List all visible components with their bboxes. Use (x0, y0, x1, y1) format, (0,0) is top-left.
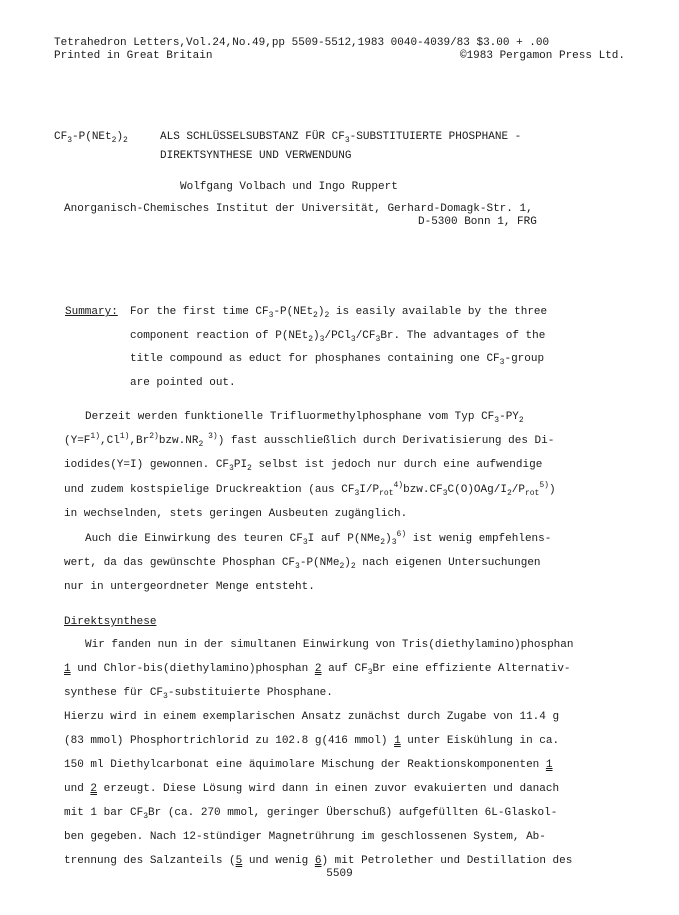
summary-line-1: For the first time $CF_3-P(NEt_2)_2$ is easily available by the three (130, 306, 548, 320)
section-p2-line-7: trennung des Salzanteils (5 und wenig 6) mit Petrolether und Destillation des (64, 855, 573, 867)
affiliation-line-2: D-5300 Bonn 1, FRG (418, 216, 537, 228)
page-number: 5509 (326, 868, 353, 880)
intro-p1-line-5: in wechselnden, stets geringen Ausbeuten zugänglich. (64, 508, 408, 520)
intro-p2-line-2: wert, da das gewünschte Phosphan $CF_3-P(NMe_2)_2$ nach eigenen Untersuchungen (64, 557, 541, 571)
summary-line-4: are pointed out. (130, 377, 236, 389)
title-line-2: DIREKTSYNTHESE UND VERWENDUNG (160, 150, 352, 162)
authors: Wolfgang Volbach und Ingo Ruppert (180, 181, 398, 193)
section-p1-line-1: Wir fanden nun in der simultanen Einwirkung von Tris(diethylamino)phosphan (85, 639, 574, 651)
intro-p1-line-1: Derzeit werden funktionelle Trifluormethylphosphane vom Typ $CF_3-PY_2$ (85, 411, 524, 425)
copyright-line: ©1983 Pergamon Press Ltd. (459, 50, 625, 62)
section-p2-line-3: 150 ml Diethylcarbonat eine äquimolare Mischung der Reaktionskomponenten 1 (64, 759, 553, 771)
printed-line: Printed in Great Britain (54, 50, 213, 62)
section-p2-line-4: und 2 erzeugt. Diese Lösung wird dann in einen zuvor evakuierten und danach (64, 783, 560, 795)
section-p2-line-6: ben gegeben. Nach 12-stündiger Magnetrührung im geschlossenen System, Ab- (64, 831, 546, 843)
intro-p2-line-1: Auch die Einwirkung des teuren $CF_3I$ auf $P(NMe_2)_3^{6)}$ ist wenig empfehlens- (85, 530, 552, 547)
summary-line-2: component reaction of $P(NEt_2)_3/PCl_3/CF_3Br$. The advantages of the (130, 330, 546, 344)
title-line-1: ALS SCHLÜSSELSUBSTANZ FÜR $CF_3$-SUBSTITUIERTE PHOSPHANE - (160, 131, 522, 145)
title-formula: $CF_3-P(NEt_2)_2$ (54, 131, 128, 145)
section-p1-line-3: synthese für $CF_3$-substituierte Phosphane. (64, 687, 333, 701)
citation-line: Tetrahedron Letters,Vol.24,No.49,pp 5509-5512,1983 0040-4039/83 $3.00 + .00 (54, 37, 550, 49)
summary-label: Summary: (65, 306, 118, 318)
section-p2-line-5: mit 1 bar $CF_3Br$ (ca. 270 mmol, geringer Überschuß) aufgefüllten 6L-Glaskol- (64, 807, 558, 821)
summary-line-3: title compound as educt for phosphanes containing one $CF_3$-group (130, 353, 545, 367)
intro-p1-line-4: und zudem kostspielige Druckreaktion (aus $CF_3I/P_{rot}^{4)}bzw.CF_3C(O)OAg/I_2/P_{rot}^{5)}$) (64, 481, 556, 498)
section-heading: Direktsynthese (64, 616, 157, 628)
intro-p1-line-2: ($Y=F^{1)},Cl^{1)},Br^{2)}bzw.NR_2$ $^{3)}$) fast ausschließlich durch Derivatisierung des Di- (64, 432, 555, 449)
affiliation-line-1: Anorganisch-Chemisches Institut der Universität, Gerhard-Domagk-Str. 1, (64, 203, 533, 215)
intro-p2-line-3: nur in untergeordneter Menge entsteht. (64, 581, 315, 593)
section-p2-line-2: (83 mmol) Phosphortrichlorid zu 102.8 g(416 mmol) 1 unter Eiskühlung in ca. (64, 735, 560, 747)
intro-p1-line-3: iodides(Y=I) gewonnen. $CF_3PI_2$ selbst ist jedoch nur durch eine aufwendige (64, 459, 543, 473)
section-p1-line-2: 1 und Chlor-bis(diethylamino)phosphan 2 auf $CF_3Br$ eine effiziente Alternativ- (64, 663, 571, 677)
section-p2-line-1: Hierzu wird in einem exemplarischen Ansatz zunächst durch Zugabe von 11.4 g (64, 711, 560, 723)
